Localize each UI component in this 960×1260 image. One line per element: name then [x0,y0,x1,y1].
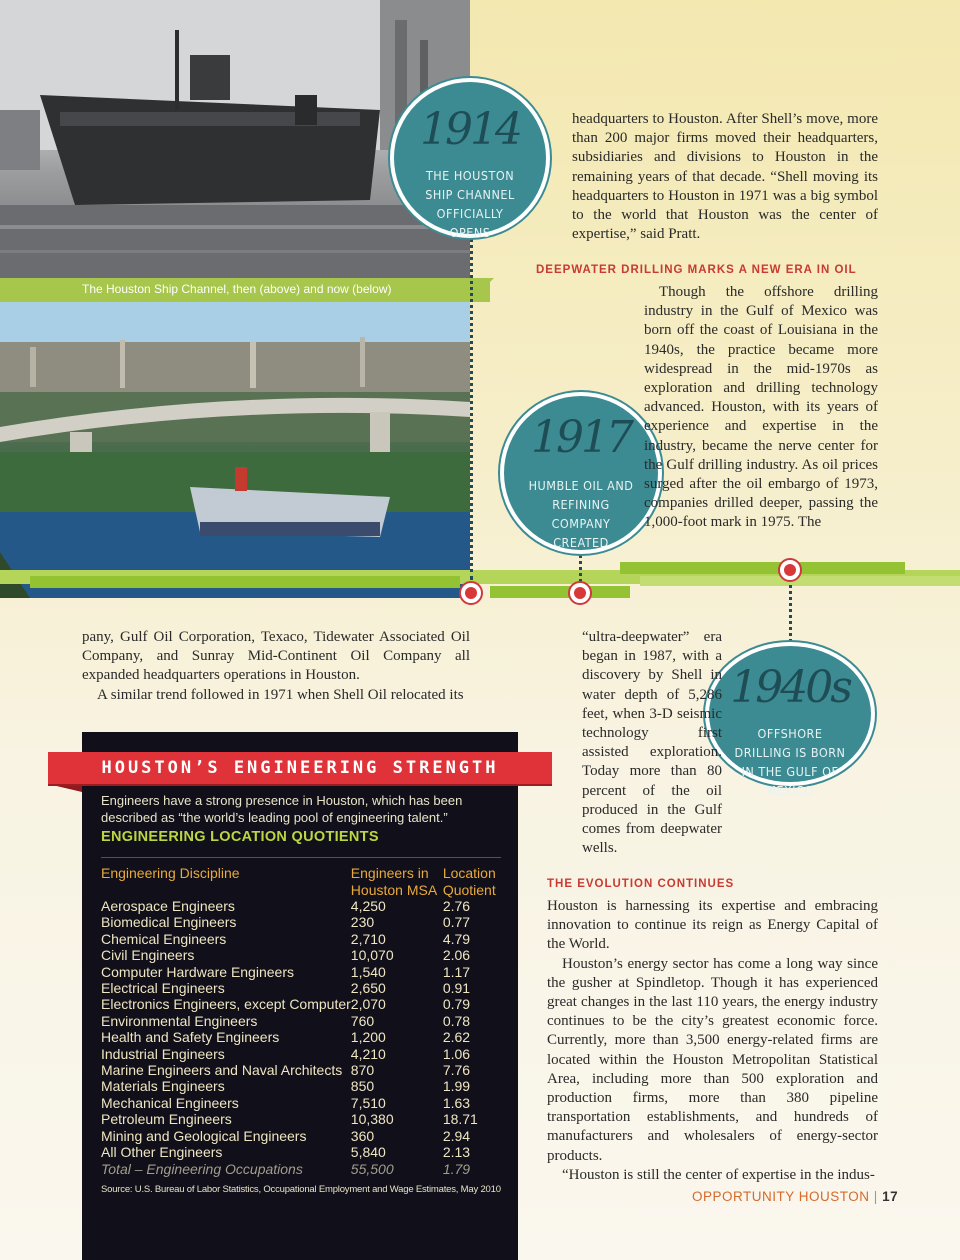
cell-quotient: 2.94 [442,1127,471,1144]
cell-engineers: 5,840 [350,1144,386,1161]
article-paragraph-ultra-deepwater: “ultra-deepwater” era began in 1987, with a discovery by Shell in water depth of 5,286 feet, when 3-D seismic technology first assisted exploration. Today more than 80 percent of the oil produced in the Gulf comes from deepwater wells. [490,628,722,864]
cell-quotient: 0.77 [442,914,471,931]
cell-discipline: All Other Engineers [101,1144,223,1161]
cell-quotient: 0.91 [442,980,471,997]
article-paragraph-shell: headquarters to Houston. After Shell’s move, more than 200 major firms moved their headquarters, subsidiaries and divisions to Houston in the remaining years of that decade. “Shell moving its headquarters to Houston in 1971 was a big symbol to the world that Houston was the center of expertise,” said Pratt. [572,111,878,243]
table-total-row [101,1161,506,1177]
table-body [101,898,506,1177]
engineering-quotients-table [101,865,506,1177]
cell-discipline: Mining and Geological Engineers [101,1127,307,1144]
cell-engineers: 760 [350,1012,375,1029]
cell-quotient: 4.79 [442,930,471,947]
timeline-label: HUMBLE OIL AND REFINING COMPANY CREATED [528,478,634,550]
timeline-pin-1914[interactable] [459,581,483,605]
cell-discipline: Electronics Engineers, except Computer [101,996,351,1013]
table-row [101,1078,506,1094]
cell-discipline: Total – Engineering Occupations [101,1160,303,1177]
table-row [101,931,506,947]
timeline-year: 1940s [730,662,850,713]
photo-modern-channel [0,302,470,598]
timeline-year: 1914 [420,104,520,155]
cell-engineers: 10,070 [350,947,394,964]
panel-divider [101,857,501,858]
photo-caption: The Houston Ship Channel, then (above) and now (below) [82,282,392,296]
cell-engineers: 2,070 [350,996,386,1013]
cell-quotient: 1.99 [442,1078,471,1095]
cell-quotient: 1.17 [442,963,471,980]
cell-discipline: Health and Safety Engineers [101,1029,280,1046]
article-paragraph-headquarters: pany, Gulf Oil Corporation, Texaco, Tidewater Associated Oil Company, and Sunray Mid-Continent Oil Company all expanded headquarters operations in Houston. A similar trend followed in 1971 when Shell Oil relocated its [82,629,470,703]
timeline-year: 1917 [531,412,631,463]
table-row [101,1128,506,1144]
cell-discipline: Biomedical Engineers [101,914,237,931]
cell-discipline: Petroleum Engineers [101,1111,232,1128]
cell-engineers: 870 [350,1062,375,1079]
cell-engineers: 2,650 [350,980,386,997]
cell-engineers: 1,540 [350,963,386,980]
cell-discipline: Marine Engineers and Naval Architects [101,1062,343,1079]
text-wrap-spacer [534,343,644,593]
section-heading-evolution: THE EVOLUTION CONTINUES [547,878,735,890]
cell-engineers: 10,380 [350,1111,394,1128]
cell-quotient: 0.78 [442,1012,471,1029]
footer-separator: | [873,1189,878,1204]
table-row [101,1062,506,1078]
table-row [101,996,506,1012]
table-row [101,1013,506,1029]
cell-quotient: 7.76 [442,1062,471,1079]
cell-quotient: 18.71 [442,1111,478,1128]
column-header-discipline: Engineering Discipline [101,865,240,881]
ribbon-fold-left [48,784,82,792]
cell-engineers: 360 [350,1127,375,1144]
table-row [101,1095,506,1111]
table-row [101,1046,506,1062]
table-row [101,1111,506,1127]
page-footer [692,1189,898,1204]
publication-name: OPPORTUNITY HOUSTON [692,1189,870,1204]
cell-quotient: 2.62 [442,1029,471,1046]
article-paragraph-deepwater: Though the offshore drilling industry in the Gulf of Mexico was born off the coast of Louisiana in the 1940s, the practice became more widespread in the mid-1970s as exploration and drilling technology advanced. Houston, with its years of experience and expertise in the industry, became the nerve center for the Gulf drilling industry. As oil prices surged after the oil embargo of 1973, companies drilled deeper, passing the 1,000-foot mark in 1975. The [534,283,878,593]
timeline-band-left [30,576,460,588]
cell-discipline: Environmental Engineers [101,1012,258,1029]
cell-quotient: 1.63 [442,1094,471,1111]
cell-engineers: 4,210 [350,1045,386,1062]
cell-discipline: Civil Engineers [101,947,195,964]
cell-discipline: Aerospace Engineers [101,898,235,914]
column-header-engineers: Engineers in Houston MSA [350,865,438,898]
table-row [101,1029,506,1045]
column-header-quotient: Location Quotient [442,865,496,898]
cell-discipline: Mechanical Engineers [101,1094,239,1111]
caption-band-tail [470,278,494,302]
table-row [101,947,506,963]
cell-discipline: Computer Hardware Engineers [101,963,294,980]
table-row [101,964,506,980]
page-number: 17 [882,1189,899,1204]
cell-quotient: 0.79 [442,996,471,1013]
table-row [101,1144,506,1160]
panel-source-note: Source: U.S. Bureau of Labor Statistics, Occupational Employment and Wage Estimates, May 2010 [101,1184,501,1195]
cell-engineers: 4,250 [350,898,386,914]
timeline-label: OFFSHORE DRILLING IS BORN IN THE GULF OF MEXICO [734,726,846,798]
table-row [101,914,506,930]
cell-engineers: 850 [350,1078,375,1095]
section-heading-deepwater: DEEPWATER DRILLING MARKS A NEW ERA IN OIL [536,264,857,276]
timeline-label: THE HOUSTON SHIP CHANNEL OFFICIALLY OPENS [425,168,515,240]
panel-intro: Engineers have a strong presence in Houston, which has been described as “the world’s leading pool of engineering talent.” [101,793,463,825]
timeline-connector-1914 [470,232,473,580]
panel-title: HOUSTON’S ENGINEERING STRENGTH [101,758,499,778]
table-row [101,980,506,996]
cell-quotient: 1.79 [442,1160,471,1177]
cell-quotient: 2.06 [442,947,471,964]
cell-engineers: 2,710 [350,930,386,947]
table-row [101,898,506,914]
timeline-circle-1940s [705,642,875,798]
timeline-circle-1914 [390,78,550,238]
cell-engineers: 230 [350,914,375,931]
cell-discipline: Industrial Engineers [101,1045,225,1062]
cell-quotient: 2.13 [442,1144,471,1161]
cell-engineers: 55,500 [350,1160,394,1177]
cell-discipline: Materials Engineers [101,1078,225,1095]
panel-subtitle: ENGINEERING LOCATION QUOTIENTS [101,829,379,845]
cell-quotient: 1.06 [442,1045,471,1062]
cell-discipline: Chemical Engineers [101,930,227,947]
cell-quotient: 2.76 [442,898,471,914]
cell-engineers: 1,200 [350,1029,386,1046]
cell-discipline: Electrical Engineers [101,980,225,997]
cell-engineers: 7,510 [350,1094,386,1111]
article-section-evolution: Houston is harnessing its expertise and embracing innovation to continue its reign as Energy Capital of the World. Houston’s energy sector has come a long way since the gusher at Spindletop. Though it has experienced great changes in the last 110 years, the energy industry continues to be the city’s greatest economic force. Currently, more than 3,500 energy-related firms are located within the Houston Metropolitan Statistical Area, including more than 500 exploration and production firms, more than 380 pipeline transportation establishments, and hundreds of manufacturers and wholesalers of energy-sector products. “Houston is still the center of expertise in the indus- [547,898,878,1183]
table-header-row [101,865,506,898]
